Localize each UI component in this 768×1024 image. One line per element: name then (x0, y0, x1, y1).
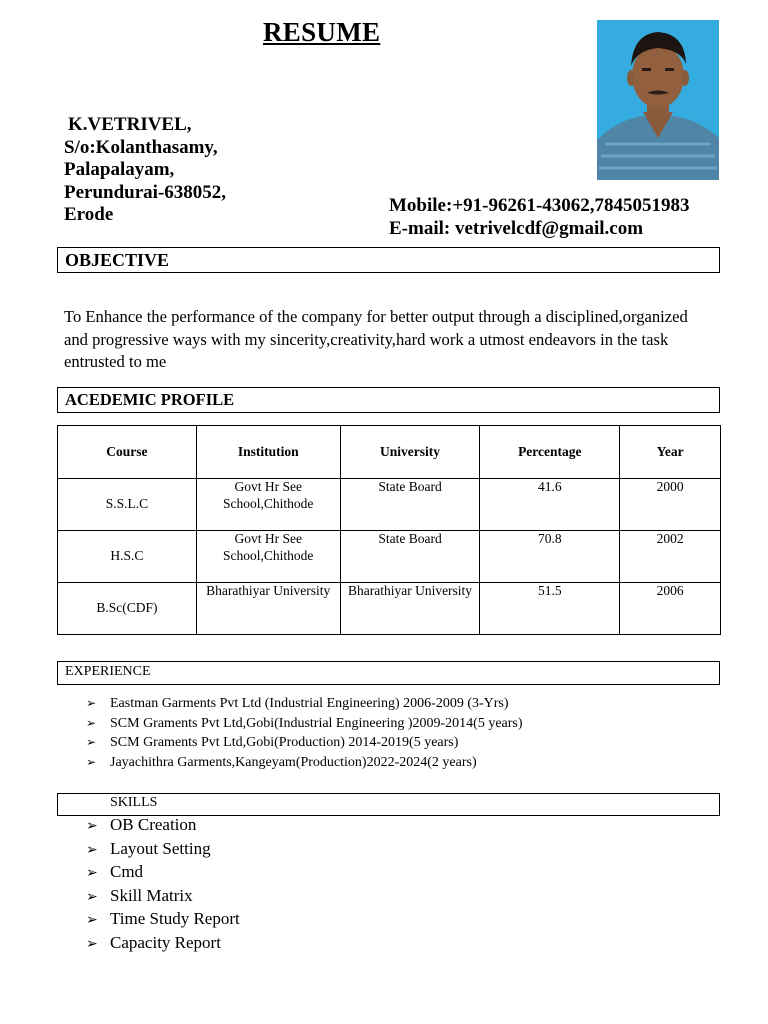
skill-text: Capacity Report (110, 932, 221, 952)
table-cell: Govt Hr See School,Chithode (196, 531, 340, 583)
table-cell: State Board (340, 479, 480, 531)
experience-list (86, 694, 523, 772)
arrow-bullet-icon: ➢ (86, 818, 98, 834)
list-item (86, 733, 523, 753)
skill-text: Cmd (110, 862, 144, 882)
list-item (86, 814, 240, 838)
column-header: Year (620, 426, 721, 479)
experience-header (57, 661, 720, 685)
list-item (86, 714, 523, 734)
skill-text: OB Creation (110, 815, 197, 834)
column-header: Percentage (480, 426, 620, 479)
table-cell: H.S.C (58, 531, 197, 583)
academic-header (57, 387, 720, 413)
experience-text: SCM Graments Pvt Ltd,Gobi(Industrial Engineering )2009-2014(5 years) (110, 715, 523, 731)
arrow-bullet-icon: ➢ (86, 865, 98, 882)
table-cell: State Board (340, 531, 480, 583)
skills-list (86, 814, 240, 956)
skill-text: Time Study Report (110, 909, 240, 929)
address-line: Palapalayam, (64, 159, 175, 180)
education-table (57, 425, 721, 635)
address-line: Perundurai-638052, (64, 181, 227, 203)
skill-text: Skill Matrix (110, 885, 193, 905)
arrow-bullet-icon: ➢ (86, 696, 97, 710)
list-item (86, 885, 240, 909)
arrow-bullet-icon: ➢ (86, 888, 98, 905)
column-header: Course (58, 426, 197, 479)
experience-text: SCM Graments Pvt Ltd,Gobi(Production) 2014-2019(5 years) (110, 735, 459, 750)
table-cell: 2000 (620, 479, 721, 531)
name-line: K.VETRIVEL, (68, 114, 192, 135)
arrow-bullet-icon: ➢ (86, 841, 98, 858)
arrow-bullet-icon: ➢ (86, 935, 98, 952)
table-row (58, 531, 721, 583)
table-cell: Bharathiyar University (196, 583, 340, 635)
resume-title: RESUME (263, 17, 381, 47)
arrow-bullet-icon: ➢ (86, 715, 97, 730)
objective-heading: OBJECTIVE (65, 250, 170, 270)
list-item (86, 908, 240, 932)
experience-text: Eastman Garments Pvt Ltd (Industrial Engineering) 2006-2009 (3-Yrs) (110, 696, 509, 711)
table-cell: 41.6 (480, 479, 620, 531)
list-item (86, 694, 523, 714)
address-line: S/o:Kolanthasamy, (64, 136, 218, 158)
table-row (58, 479, 721, 531)
experience-heading: EXPERIENCE (65, 664, 151, 679)
table-cell: Govt Hr See School,Chithode (196, 479, 340, 531)
table-row (58, 583, 721, 635)
list-item (86, 861, 240, 885)
list-item (86, 932, 240, 956)
email-address: E-mail: vetrivelcdf@gmail.com (389, 217, 644, 239)
arrow-bullet-icon: ➢ (86, 912, 98, 929)
objective-header (57, 247, 720, 273)
column-header: Institution (196, 426, 340, 479)
mobile-number: Mobile:+91-96261-43062,7845051983 (389, 195, 690, 216)
arrow-bullet-icon: ➢ (86, 754, 97, 769)
list-item (86, 753, 523, 773)
skills-header (57, 793, 720, 816)
experience-text: Jayachithra Garments,Kangeyam(Production)2022-2024(2 years) (110, 754, 477, 770)
table-cell: B.Sc(CDF) (58, 583, 197, 635)
table-cell: 51.5 (480, 583, 620, 635)
contact-block (389, 195, 690, 240)
table-cell: Bharathiyar University (340, 583, 480, 635)
table-cell: 2002 (620, 531, 721, 583)
list-item (86, 838, 240, 862)
address-line: Erode (64, 204, 114, 225)
table-cell: S.S.L.C (58, 479, 197, 531)
academic-heading: ACEDEMIC PROFILE (65, 390, 235, 409)
skill-text: Layout Setting (110, 838, 211, 858)
column-header: University (340, 426, 480, 479)
table-header-row (58, 426, 721, 479)
portrait-photo (597, 20, 719, 180)
address-block (64, 114, 226, 227)
objective-text: To Enhance the performance of the company for better output through a disciplined,organized and progressive ways with my sincerity,creativity,hard work a utmost endeavors in the task entrusted to me (64, 307, 688, 371)
arrow-bullet-icon: ➢ (86, 735, 97, 749)
skills-heading: SKILLS (110, 795, 158, 810)
table-cell: 2006 (620, 583, 721, 635)
table-cell: 70.8 (480, 531, 620, 583)
